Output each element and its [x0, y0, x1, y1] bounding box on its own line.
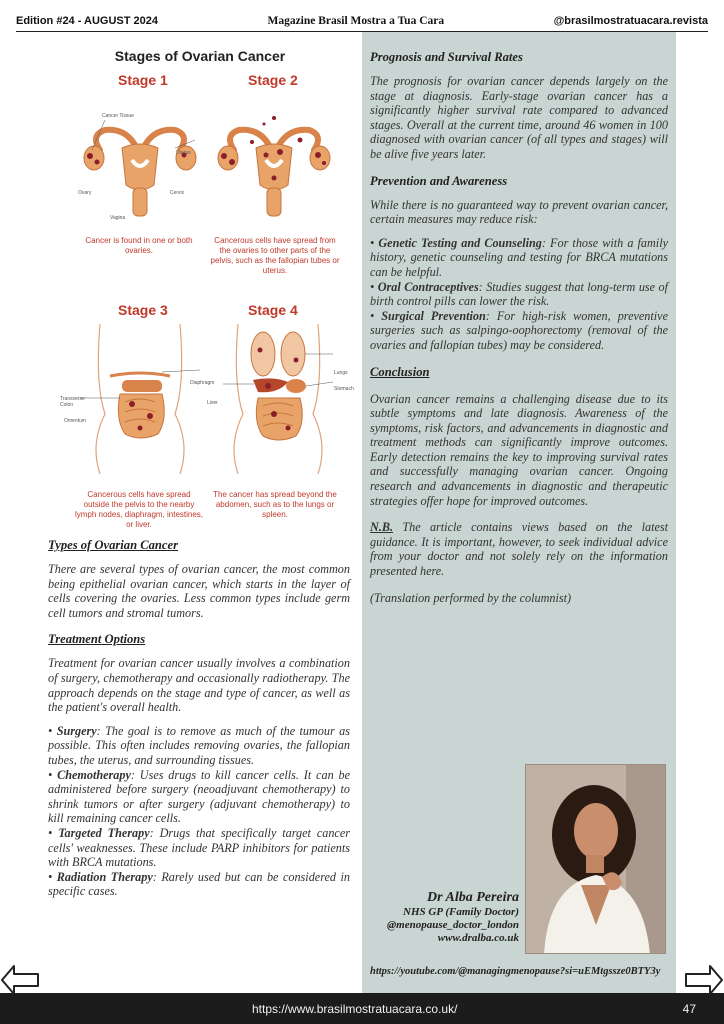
label-lungs: Lungs	[334, 370, 348, 376]
social-handle: @brasilmostratuacara.revista	[553, 14, 708, 27]
stage-2-illustration	[214, 100, 334, 230]
treatment-desc: : The goal is to remove as much of the tumour as possible. This often includes removing ovaries, the fallopian tubes, the uterus, and surrounding tissues.	[48, 723, 350, 767]
stage-1-label: Stage 1	[118, 72, 168, 88]
treatment-desc: : Uses drugs to kill cancer cells. It can be administered before surgery (neoadjuvant chemotherapy) to shrink tumors or after surgery (adjuvant chemotherapy) to kill remaining cancer cells.	[48, 767, 350, 826]
label-stomach: Stomach	[334, 386, 354, 392]
left-text-area	[48, 538, 350, 899]
prevention-paragraph: While there is no guaranteed way to prevent ovarian cancer, certain measures may reduce risk:	[370, 197, 668, 227]
stage-1-caption: Cancer is found in one or both ovaries.	[85, 236, 193, 255]
stage-1-illustration	[80, 100, 200, 230]
author-portrait-image	[526, 765, 666, 954]
prevention-term: Surgical Prevention	[381, 308, 486, 323]
page-number: 47	[682, 1002, 696, 1016]
nb-text: The article contains views based on the latest guidance. It is important, however, to seek individual advice from your doctor and not solely rely on the information presented here.	[370, 520, 668, 579]
prevention-desc: : For those with a family history, genetic counseling and testing for BRCA mutations can be helpful.	[370, 235, 668, 279]
author-photo	[525, 764, 666, 954]
conclusion-heading: Conclusion	[370, 364, 430, 379]
right-text-area	[370, 50, 668, 605]
author-role: NHS GP (Family Doctor)	[403, 906, 519, 918]
prevention-desc: : For high-risk women, preventive surgeries such as salpingo-oophorectomy (removal of the ovaries and fallopian tubes) may be considered.	[370, 308, 668, 352]
label-uterus: Uterus	[176, 150, 191, 156]
stage-2-label: Stage 2	[248, 72, 298, 88]
prevention-term: Oral Contraceptives	[377, 279, 479, 294]
prevention-term: Genetic Testing and Counseling	[378, 235, 542, 250]
prognosis-paragraph: The prognosis for ovarian cancer depends largely on the stage at diagnosis. Early-stage ovarian cancer has a significantly higher survival rate compared to advanced stages. Overall at the current time, around 46 women in 100 diagnosed with ovarian cancer (of all types and stages) will be alive five years later.	[370, 74, 668, 161]
treatment-item-radiation: • Radiation Therapy: Rarely used but can be considered in specific cases.	[48, 869, 350, 899]
nb-paragraph	[370, 520, 668, 578]
stage-3-caption: Cancerous cells have spread outside the pelvis to the nearby lymph nodes, diaphragm, intestines, or liver.	[74, 490, 204, 529]
types-paragraph: There are several types of ovarian cancer, the most common being epithelial ovarian cancer, which starts in the layer of cells covering the ovaries. Less common types include germ cell tumors and stromal tumors.	[48, 562, 350, 620]
translation-note: (Translation performed by the columnist)	[370, 590, 572, 605]
treatment-term: Chemotherapy	[57, 767, 131, 782]
prevention-item-genetic: • Genetic Testing and Counseling: For those with a family history, genetic counseling and testing for BRCA mutations can be helpful.	[370, 235, 668, 279]
treatment-item-surgery: • Surgery: The goal is to remove as much of the tumour as possible. This often includes removing ovaries, the fallopian tubes, the uterus, and surrounding tissues.	[48, 723, 350, 767]
treatment-item-targeted: • Targeted Therapy: Drugs that specifically target cancer cells' weaknesses. These include PARP inhibitors for patients with BRCA mutations.	[48, 825, 350, 870]
author-name: Dr Alba Pereira	[426, 890, 519, 905]
stage-4-caption: The cancer has spread beyond the abdomen, such as to the lungs or spleen.	[213, 490, 337, 519]
author-signature	[319, 890, 519, 945]
label-vagina: Vagina	[110, 215, 126, 221]
treatment-term: Radiation Therapy	[56, 869, 153, 884]
footer-url[interactable]: https://www.brasilmostratuacara.co.uk/	[252, 1002, 458, 1016]
stage-2-caption: Cancerous cells have spread from the ovaries to other parts of the pelvis, such as the fallopian tubes or uterus.	[210, 236, 340, 275]
treatment-term: Targeted Therapy	[58, 825, 150, 840]
left-column	[42, 40, 362, 985]
stage-3-illustration	[70, 324, 210, 474]
label-transverse-colon: Transverse Colon	[60, 396, 85, 408]
label-cancer-tissue: Cancer Tissue	[102, 113, 134, 119]
stage-3-label: Stage 3	[118, 302, 168, 318]
conclusion-paragraph: Ovarian cancer remains a challenging disease due to its subtle symptoms and late diagnosis. Awareness of the symptoms, risk factors, and advancements in diagnostic and treatment methods can significantly improve outcomes. Early detection remains the key to improving survival rates and successfully managing ovarian cancer. Ongoing research and advancements in diagnostic and therapeutic strategies offer hope for improved outcomes.	[370, 391, 668, 508]
magazine-title: Magazine Brasil Mostra a Tua Cara	[267, 14, 445, 27]
label-omentum: Omentum	[64, 418, 86, 424]
treatment-desc: : Drugs that specifically target cancer cells' weaknesses. These include PARP inhibitors for patients with BRCA mutations.	[48, 825, 350, 870]
label-ovary: Ovary	[78, 190, 92, 196]
prevention-item-oral: • Oral Contraceptives: Studies suggest that long-term use of birth control pills can lower the risk.	[370, 279, 668, 309]
page-footer	[0, 993, 724, 1024]
page-header	[16, 10, 708, 32]
prevention-heading: Prevention and Awareness	[370, 173, 508, 188]
treatment-heading: Treatment Options	[48, 632, 146, 647]
label-cervix: Cervix	[170, 190, 185, 196]
prognosis-heading: Prognosis and Survival Rates	[370, 50, 523, 64]
treatment-desc: : Rarely used but can be considered in specific cases.	[48, 869, 350, 899]
infographic-title: Stages of Ovarian Cancer	[114, 48, 286, 64]
treatment-term: Surgery	[56, 723, 97, 738]
prevention-desc: : Studies suggest that long-term use of birth control pills can lower the risk.	[370, 279, 668, 309]
treatment-paragraph: Treatment for ovarian cancer usually involves a combination of surgery, chemotherapy and occasionally radiotherapy. The approach depends on the stage and type of cancer, as well as the patient's overall health.	[48, 656, 350, 715]
nb-label: N.B.	[370, 520, 394, 535]
prevention-item-surgical: • Surgical Prevention: For high-risk women, preventive surgeries such as salpingo-oophorectomy (removal of the ovaries and fallopian tubes) may be considered.	[370, 308, 668, 352]
stages-infographic	[42, 40, 362, 535]
label-liver: Liver	[207, 400, 218, 406]
author-website[interactable]: www.dralba.co.uk	[437, 932, 519, 944]
edition-label: Edition #24 - AUGUST 2024	[16, 14, 159, 27]
youtube-link[interactable]: https://youtube.com/@managingmenopause?si=uEMtgssze0BTY3y	[370, 966, 661, 977]
author-handle: @menopause_doctor_london	[387, 919, 519, 931]
types-heading: Types of Ovarian Cancer	[48, 538, 179, 552]
stage-4-label: Stage 4	[248, 302, 298, 318]
label-diaphragm: Diaphragm	[190, 380, 215, 386]
treatment-item-chemotherapy: • Chemotherapy: Uses drugs to kill cancer cells. It can be administered before surgery (neoadjuvant chemotherapy) to shrink tumors or after surgery (adjuvant chemotherapy) to kill remaining cancer cells.	[48, 767, 350, 826]
stage-4-illustration	[208, 324, 348, 474]
